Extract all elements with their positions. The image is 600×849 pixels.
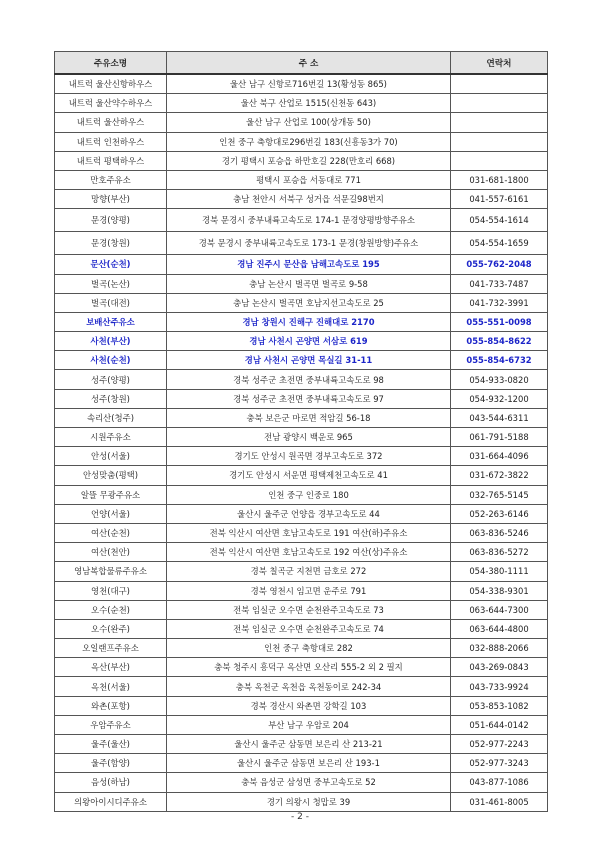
address-cell: 인천 중구 축항대로 282 (167, 639, 451, 658)
station-name-cell: 와촌(포항) (55, 696, 167, 715)
table-row (55, 600, 548, 619)
table-row (55, 94, 548, 113)
address-cell: 울산시 울주군 삼동면 보은리 산 193-1 (167, 754, 451, 773)
station-name-cell: 우암주유소 (55, 715, 167, 734)
station-name-cell: 옥산(부산) (55, 658, 167, 677)
phone-cell: 054-338-9301 (451, 581, 548, 600)
phone-cell: 054-933-0820 (451, 370, 548, 389)
table-row (55, 696, 548, 715)
phone-cell: 055-551-0098 (451, 312, 548, 331)
phone-cell: 041-732-3991 (451, 293, 548, 312)
phone-cell: 032-888-2066 (451, 639, 548, 658)
address-cell: 경기 의왕시 청맙로 39 (167, 792, 451, 811)
table-row (55, 715, 548, 734)
table-row (55, 792, 548, 811)
phone-cell: 051-644-0142 (451, 715, 548, 734)
table-row (55, 170, 548, 189)
phone-cell: 053-853-1082 (451, 696, 548, 715)
phone-cell: 043-733-9924 (451, 677, 548, 696)
phone-cell: 043-544-6311 (451, 408, 548, 427)
table-row (55, 255, 548, 274)
address-cell: 충남 논산시 벌곡면 벌곡로 9-58 (167, 274, 451, 293)
table-row (55, 209, 548, 232)
station-name-cell: 내트럭 평택하우스 (55, 151, 167, 170)
gas-station-table (54, 51, 548, 812)
phone-cell: 032-765-5145 (451, 485, 548, 504)
phone-cell (451, 74, 548, 94)
address-cell: 경북 문경시 중부내륙고속도로 174-1 문경양평방향주유소 (167, 209, 451, 232)
table-row (55, 543, 548, 562)
address-cell: 울산시 울주군 언양읍 경부고속도로 44 (167, 504, 451, 523)
table-row (55, 677, 548, 696)
phone-cell: 031-664-4096 (451, 447, 548, 466)
table-row (55, 428, 548, 447)
address-cell: 울산 남구 산업로 100(상개동 50) (167, 113, 451, 132)
station-name-cell: 망향(부산) (55, 190, 167, 209)
station-name-cell: 내트럭 울산약수하우스 (55, 94, 167, 113)
station-name-cell: 벌곡(논산) (55, 274, 167, 293)
station-name-cell: 보배산주유소 (55, 312, 167, 331)
station-name-cell: 문경(양평) (55, 209, 167, 232)
address-cell: 경북 성주군 초전면 중부내륙고속도로 98 (167, 370, 451, 389)
station-name-cell: 영천(대구) (55, 581, 167, 600)
station-name-cell: 벌곡(대전) (55, 293, 167, 312)
station-name-cell: 여산(순천) (55, 523, 167, 542)
station-name-cell: 속리산(청주) (55, 408, 167, 427)
table-row (55, 639, 548, 658)
address-cell: 전북 익산시 여산면 호남고속도로 192 여산(상)주유소 (167, 543, 451, 562)
station-name-cell: 음성(하남) (55, 773, 167, 792)
phone-cell: 041-557-6161 (451, 190, 548, 209)
address-cell: 경기도 안성시 원곡면 경부고속도로 372 (167, 447, 451, 466)
phone-cell: 063-644-7300 (451, 600, 548, 619)
table-row (55, 619, 548, 638)
phone-cell: 061-791-5188 (451, 428, 548, 447)
table-row (55, 773, 548, 792)
table-row (55, 132, 548, 151)
table-row (55, 466, 548, 485)
table-row (55, 562, 548, 581)
phone-cell: 055-762-2048 (451, 255, 548, 274)
phone-cell (451, 94, 548, 113)
station-name-cell: 울주(함양) (55, 754, 167, 773)
address-cell: 충북 보은군 마로면 적암길 56-18 (167, 408, 451, 427)
phone-cell: 054-554-1659 (451, 232, 548, 255)
station-name-cell: 오일랜프주유소 (55, 639, 167, 658)
table-row (55, 658, 548, 677)
phone-cell: 055-854-6732 (451, 351, 548, 370)
address-cell: 충남 천안시 서북구 성거읍 석문길98번지 (167, 190, 451, 209)
station-name-cell: 시원주유소 (55, 428, 167, 447)
address-cell: 전북 임실군 오수면 순천완주고속도로 73 (167, 600, 451, 619)
table-row (55, 370, 548, 389)
address-cell: 경북 문경시 중부내륙고속도로 173-1 문경(창원방향)주유소 (167, 232, 451, 255)
phone-cell: 052-977-2243 (451, 735, 548, 754)
table-row (55, 232, 548, 255)
station-name-cell: 문경(창원) (55, 232, 167, 255)
phone-cell (451, 151, 548, 170)
phone-cell: 054-380-1111 (451, 562, 548, 581)
address-cell: 경북 영천시 임고면 운주로 791 (167, 581, 451, 600)
phone-cell: 031-461-8005 (451, 792, 548, 811)
phone-cell: 031-672-3822 (451, 466, 548, 485)
address-cell: 울산 남구 신항로716번길 13(황성동 865) (167, 74, 451, 94)
phone-cell: 063-836-5246 (451, 523, 548, 542)
header-address: 주 소 (167, 52, 451, 75)
address-cell: 경기도 안성시 서운면 평택제천고속도로 41 (167, 466, 451, 485)
station-name-cell: 안성맞춤(평택) (55, 466, 167, 485)
station-name-cell: 오수(순천) (55, 600, 167, 619)
station-name-cell: 오수(완주) (55, 619, 167, 638)
station-name-cell: 옥천(서울) (55, 677, 167, 696)
station-name-cell: 성주(창원) (55, 389, 167, 408)
address-cell: 평택시 포승읍 서동대로 771 (167, 170, 451, 189)
table-row (55, 151, 548, 170)
phone-cell: 043-269-0843 (451, 658, 548, 677)
address-cell: 울산 북구 산업로 1515(신천동 643) (167, 94, 451, 113)
phone-cell: 041-733-7487 (451, 274, 548, 293)
table-row (55, 735, 548, 754)
station-name-cell: 만호주유소 (55, 170, 167, 189)
table-row (55, 581, 548, 600)
table-body (55, 74, 548, 811)
address-cell: 충북 음성군 삼성면 중부고속도로 52 (167, 773, 451, 792)
phone-cell: 031-681-1800 (451, 170, 548, 189)
address-cell: 경남 사천시 곤양면 서삼로 619 (167, 332, 451, 351)
station-name-cell: 여산(천안) (55, 543, 167, 562)
table-row (55, 274, 548, 293)
header-station-name: 주유소명 (55, 52, 167, 75)
address-cell: 부산 남구 우암로 204 (167, 715, 451, 734)
station-name-cell: 알뜰 무광주유소 (55, 485, 167, 504)
address-cell: 경남 사천시 곤양면 목실길 31-11 (167, 351, 451, 370)
phone-cell: 063-836-5272 (451, 543, 548, 562)
address-cell: 경북 칠곡군 지천면 금호로 272 (167, 562, 451, 581)
table-header-row (55, 52, 548, 75)
address-cell: 전북 익산시 여산면 호남고속도로 191 여산(하)주유소 (167, 523, 451, 542)
page-number: - 2 - (291, 812, 309, 822)
station-name-cell: 성주(양평) (55, 370, 167, 389)
table-row (55, 293, 548, 312)
station-name-cell: 영남복합물류주유소 (55, 562, 167, 581)
address-cell: 경기 평택시 포승읍 하만호길 228(만호리 668) (167, 151, 451, 170)
phone-cell: 052-977-3243 (451, 754, 548, 773)
phone-cell: 052-263-6146 (451, 504, 548, 523)
table-row (55, 190, 548, 209)
header-phone: 연락처 (451, 52, 548, 75)
address-cell: 충북 옥천군 옥천읍 옥천동이로 242-34 (167, 677, 451, 696)
phone-cell: 043-877-1086 (451, 773, 548, 792)
table-row (55, 113, 548, 132)
station-name-cell: 내트럭 인천하우스 (55, 132, 167, 151)
address-cell: 인천 중구 인중로 180 (167, 485, 451, 504)
table-row (55, 523, 548, 542)
table-row (55, 332, 548, 351)
table-row (55, 447, 548, 466)
address-cell: 충북 청주시 흥덕구 옥산면 오산리 555-2 외 2 필지 (167, 658, 451, 677)
station-name-cell: 사천(순천) (55, 351, 167, 370)
address-cell: 울산시 울주군 삼동면 보은리 산 213-21 (167, 735, 451, 754)
address-cell: 경북 성주군 초전면 중부내륙고속도로 97 (167, 389, 451, 408)
table-row (55, 754, 548, 773)
address-cell: 전북 임실군 오수면 순천완주고속도로 74 (167, 619, 451, 638)
table-row (55, 408, 548, 427)
table-row (55, 485, 548, 504)
station-name-cell: 안성(서울) (55, 447, 167, 466)
phone-cell (451, 113, 548, 132)
phone-cell (451, 132, 548, 151)
address-cell: 인천 중구 축항대로296번길 183(신흥동3가 70) (167, 132, 451, 151)
address-cell: 경남 진주시 문산읍 남해고속도로 195 (167, 255, 451, 274)
station-name-cell: 내트럭 울산신항하우스 (55, 74, 167, 94)
table-row (55, 351, 548, 370)
station-name-cell: 문산(순천) (55, 255, 167, 274)
address-cell: 전남 광양시 백운로 965 (167, 428, 451, 447)
station-name-cell: 사천(부산) (55, 332, 167, 351)
phone-cell: 063-644-4800 (451, 619, 548, 638)
phone-cell: 054-554-1614 (451, 209, 548, 232)
station-name-cell: 의왕아이시디주유소 (55, 792, 167, 811)
table-row (55, 74, 548, 94)
table-row (55, 312, 548, 331)
address-cell: 충남 논산시 벌곡면 호남지선고속도로 25 (167, 293, 451, 312)
station-name-cell: 내트럭 울산하우스 (55, 113, 167, 132)
phone-cell: 054-932-1200 (451, 389, 548, 408)
table-row (55, 504, 548, 523)
station-name-cell: 울주(울산) (55, 735, 167, 754)
phone-cell: 055-854-8622 (451, 332, 548, 351)
address-cell: 경남 창원시 진해구 진해대로 2170 (167, 312, 451, 331)
table-row (55, 389, 548, 408)
station-name-cell: 언양(서울) (55, 504, 167, 523)
address-cell: 경북 경산시 와촌면 강학길 103 (167, 696, 451, 715)
